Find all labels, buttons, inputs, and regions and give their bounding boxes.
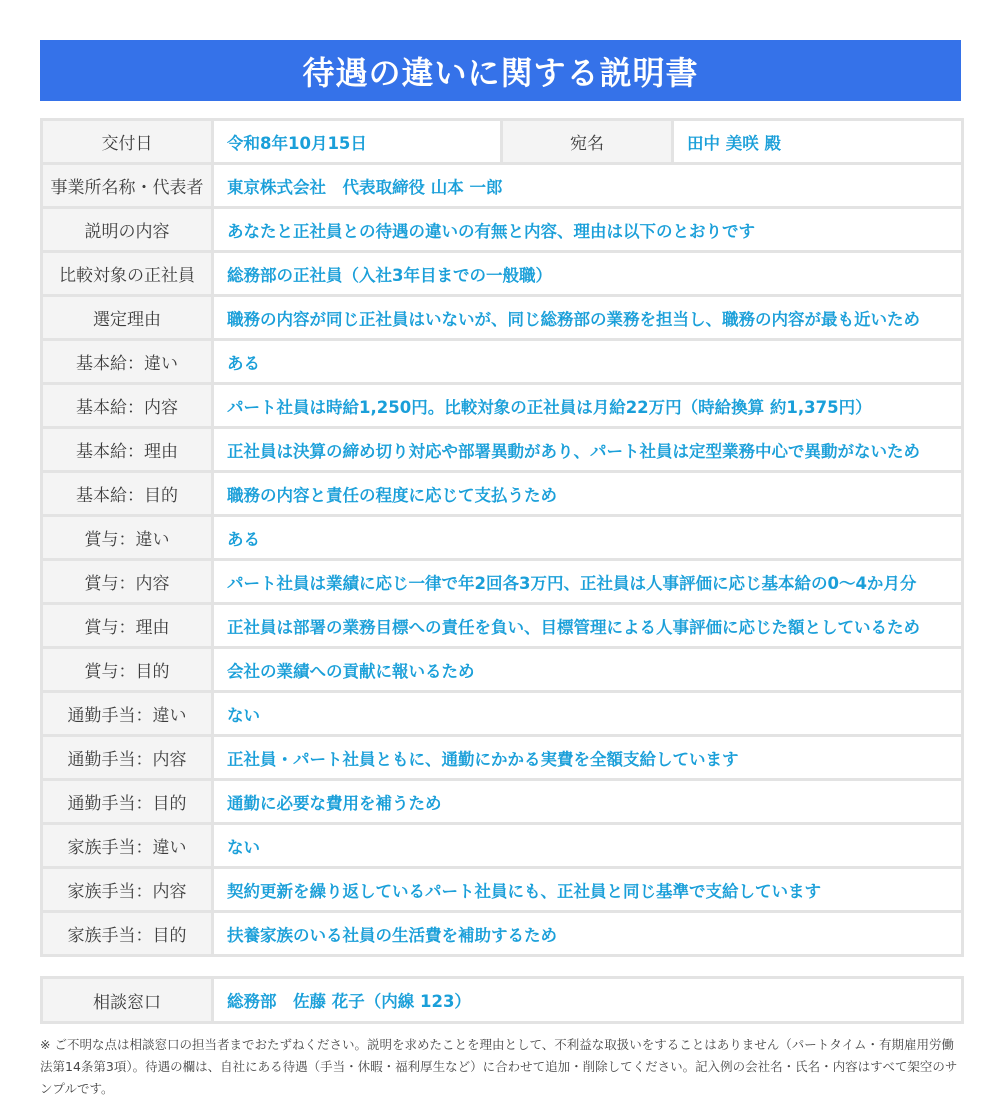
table-row xyxy=(42,780,963,824)
row-value: 職務の内容と責任の程度に応じて支払うため xyxy=(213,472,963,516)
row-value: 正社員・パート社員ともに、通勤にかかる実費を全額支給しています xyxy=(213,736,963,780)
issue-date-value: 令和8年10月15日 xyxy=(213,120,502,164)
table-row xyxy=(42,472,963,516)
row-value: 通勤に必要な費用を補うため xyxy=(213,780,963,824)
table-row xyxy=(42,824,963,868)
table-row xyxy=(42,516,963,560)
footnote: ※ ご不明な点は相談窓口の担当者までおたずねください。説明を求めたことを理由として、不利益な取扱いをすることはありません（パートタイム・有期雇用労働法第14条第3項）。待遇の欄は、自社にある待遇（手当・休暇・福利厚生など）に合わせて追加・削除してください。記入例の会社名・氏名・内容はすべて架空のサンプルです。 xyxy=(40,1037,958,1096)
row-label: 家族手当：目的 xyxy=(42,912,213,956)
row-label: 事業所名称・代表者 xyxy=(42,164,213,208)
addressee-value: 田中 美咲 殿 xyxy=(673,120,963,164)
row-value: ある xyxy=(213,516,963,560)
contact-value: 総務部 佐藤 花子（内線 123） xyxy=(213,978,963,1023)
table-row xyxy=(42,604,963,648)
document-title: 待遇の違いに関する説明書 xyxy=(40,40,961,101)
table-row xyxy=(42,296,963,340)
table-row xyxy=(42,868,963,912)
row-label: 賞与：違い xyxy=(42,516,213,560)
row-label: 通勤手当：違い xyxy=(42,692,213,736)
row-label: 比較対象の正社員 xyxy=(42,252,213,296)
row-label: 通勤手当：目的 xyxy=(42,780,213,824)
table-row xyxy=(42,648,963,692)
table-row xyxy=(42,252,963,296)
row-label: 家族手当：違い xyxy=(42,824,213,868)
row-value: あなたと正社員との待遇の違いの有無と内容、理由は以下のとおりです xyxy=(213,208,963,252)
row-value: 職務の内容が同じ正社員はいないが、同じ総務部の業務を担当し、職務の内容が最も近いため xyxy=(213,296,963,340)
row-label: 基本給：違い xyxy=(42,340,213,384)
row-label: 賞与：内容 xyxy=(42,560,213,604)
table-row xyxy=(42,912,963,956)
row-label: 賞与：理由 xyxy=(42,604,213,648)
explanation-table xyxy=(40,118,964,957)
row-label: 説明の内容 xyxy=(42,208,213,252)
row-value: 正社員は決算の締め切り対応や部署異動があり、パート社員は定型業務中心で異動がないため xyxy=(213,428,963,472)
table-row xyxy=(42,208,963,252)
table-row xyxy=(42,428,963,472)
row-label: 基本給：内容 xyxy=(42,384,213,428)
row-value: パート社員は時給1,250円。比較対象の正社員は月給22万円（時給換算 約1,375円） xyxy=(213,384,963,428)
table-row xyxy=(42,384,963,428)
row-value: 東京株式会社 代表取締役 山本 一郎 xyxy=(213,164,963,208)
issue-date-label: 交付日 xyxy=(42,120,213,164)
row-label: 賞与：目的 xyxy=(42,648,213,692)
table-row xyxy=(42,120,963,164)
row-value: 契約更新を繰り返しているパート社員にも、正社員と同じ基準で支給しています xyxy=(213,868,963,912)
row-value: ない xyxy=(213,692,963,736)
row-value: パート社員は業績に応じ一律で年2回各3万円、正社員は人事評価に応じ基本給の0〜4か月分 xyxy=(213,560,963,604)
row-value: 総務部の正社員（入社3年目までの一般職） xyxy=(213,252,963,296)
row-value: 正社員は部署の業務目標への責任を負い、目標管理による人事評価に応じた額としているため xyxy=(213,604,963,648)
row-value: ある xyxy=(213,340,963,384)
contact-table xyxy=(40,976,964,1024)
row-label: 選定理由 xyxy=(42,296,213,340)
row-value: ない xyxy=(213,824,963,868)
row-label: 基本給：理由 xyxy=(42,428,213,472)
table-row xyxy=(42,978,963,1023)
contact-label: 相談窓口 xyxy=(42,978,213,1023)
row-label: 基本給：目的 xyxy=(42,472,213,516)
addressee-label: 宛名 xyxy=(502,120,673,164)
explanation-table-body xyxy=(42,120,963,956)
table-row xyxy=(42,340,963,384)
row-label: 家族手当：内容 xyxy=(42,868,213,912)
table-row xyxy=(42,736,963,780)
table-row xyxy=(42,560,963,604)
table-row xyxy=(42,692,963,736)
table-row xyxy=(42,164,963,208)
row-value: 扶養家族のいる社員の生活費を補助するため xyxy=(213,912,963,956)
row-label: 通勤手当：内容 xyxy=(42,736,213,780)
row-value: 会社の業績への貢献に報いるため xyxy=(213,648,963,692)
